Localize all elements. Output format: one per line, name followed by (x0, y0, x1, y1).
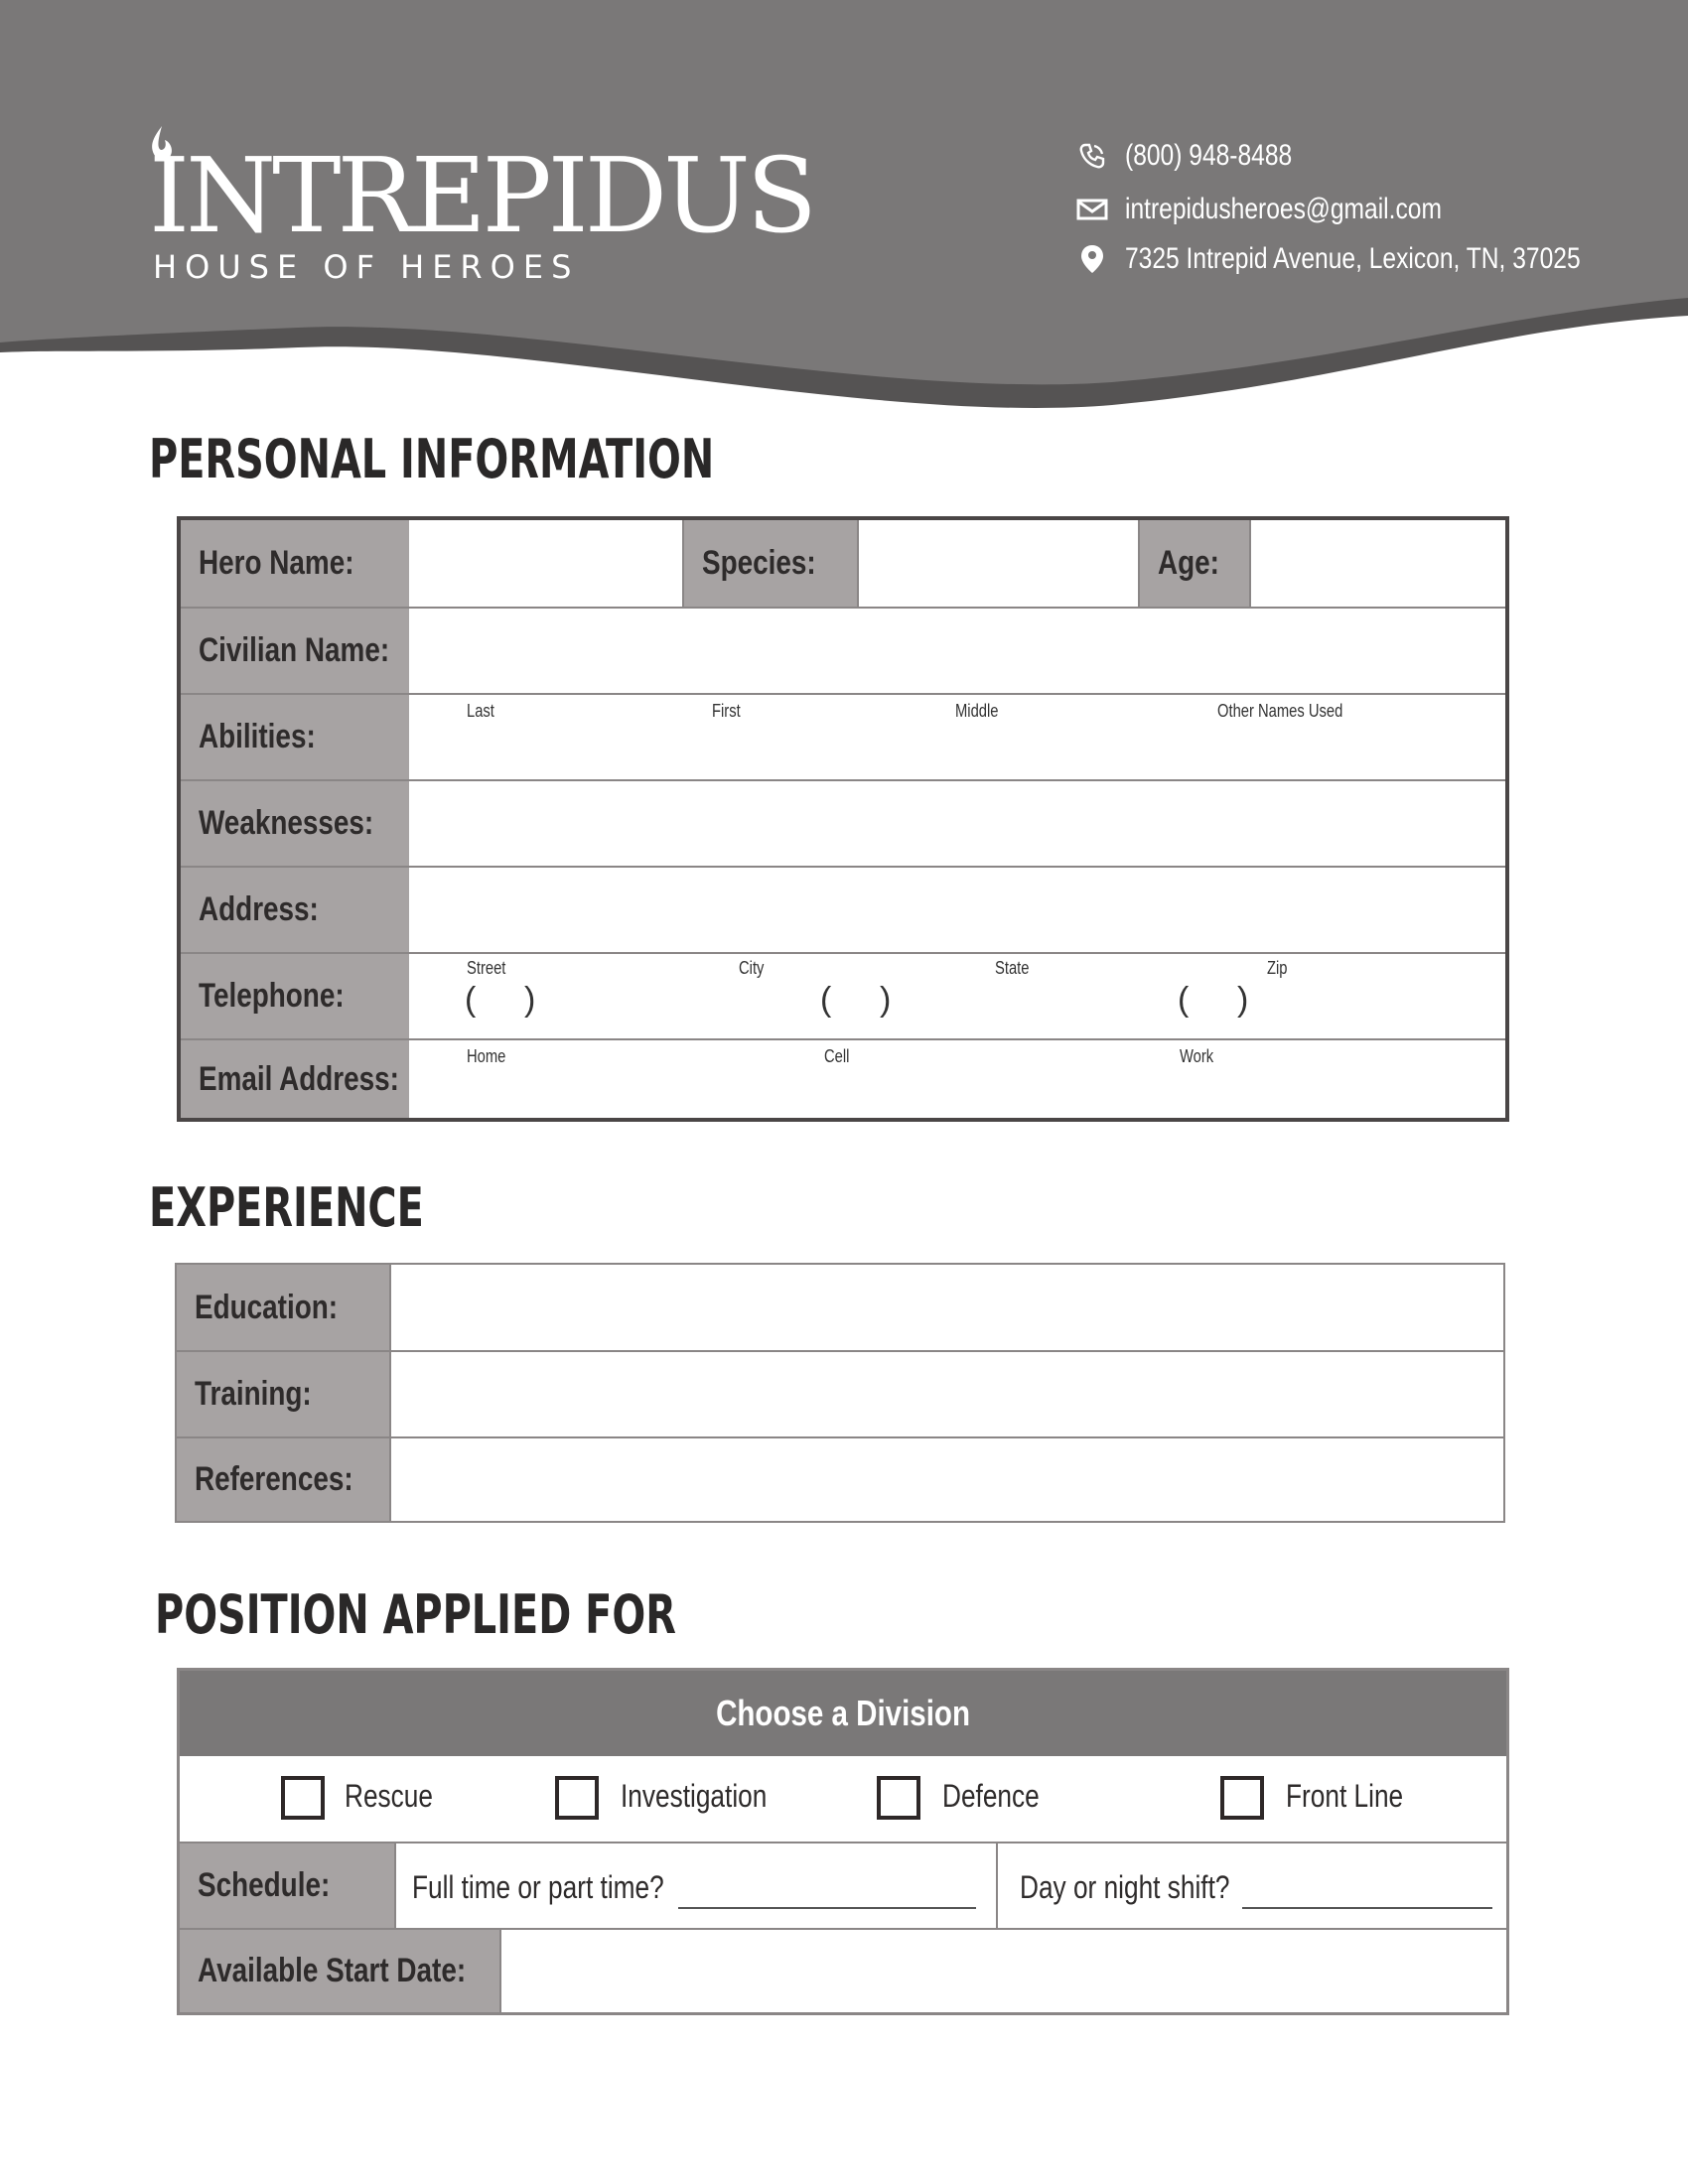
name-part-first: First (712, 701, 741, 721)
name-part-other: Other Names Used (1217, 701, 1343, 721)
age-field[interactable] (1249, 520, 1505, 607)
map-pin-icon (1075, 242, 1109, 276)
personal-information-title: PERSONAL INFORMATION (149, 428, 715, 490)
name-part-middle: Middle (955, 701, 999, 721)
phone-home-paren-open: ( (465, 981, 477, 1019)
phone-part-cell: Cell (824, 1046, 850, 1066)
available-start-date-label: Available Start Date: (180, 1928, 499, 2012)
contact-phone[interactable] (1075, 134, 1329, 178)
position-form (177, 1668, 1509, 2015)
address-part-city: City (739, 958, 765, 978)
investigation-checkbox[interactable] (555, 1776, 599, 1820)
personal-information-form (177, 516, 1509, 1122)
civilian-name-field[interactable] (409, 607, 1505, 693)
contact-email-text: intrepidusheroes@gmail.com (1125, 193, 1442, 225)
phone-cell-paren-open: ( (820, 981, 832, 1019)
references-field[interactable] (389, 1436, 1503, 1521)
training-label: Training: (177, 1350, 389, 1436)
references-label: References: (177, 1436, 389, 1521)
address-part-street: Street (467, 958, 506, 978)
envelope-icon (1075, 193, 1109, 226)
phone-icon (1075, 139, 1109, 173)
phone-work-paren-open: ( (1178, 981, 1190, 1019)
schedule-label: Schedule: (180, 1842, 394, 1928)
hero-name-field[interactable] (409, 520, 682, 607)
page-header (0, 0, 1688, 427)
age-label: Age: (1138, 520, 1249, 607)
logo-wordmark: INTREPIDUS (149, 135, 814, 256)
telephone-field[interactable] (409, 952, 1505, 1038)
experience-title: EXPERIENCE (149, 1176, 424, 1239)
phone-work-paren-close: ) (1237, 981, 1249, 1019)
contact-address[interactable] (1075, 237, 1680, 281)
experience-form (175, 1263, 1505, 1523)
phone-part-home: Home (467, 1046, 506, 1066)
hero-name-label: Hero Name: (181, 520, 409, 607)
education-label: Education: (177, 1265, 389, 1350)
training-field[interactable] (389, 1350, 1503, 1436)
defence-label: Defence (942, 1778, 1040, 1814)
position-applied-title: POSITION APPLIED FOR (155, 1583, 676, 1646)
contact-address-text: 7325 Intrepid Avenue, Lexicon, TN, 37025 (1125, 242, 1581, 275)
address-part-zip: Zip (1267, 958, 1288, 978)
phone-part-work: Work (1180, 1046, 1214, 1066)
weaknesses-label: Weaknesses: (181, 779, 409, 866)
email-address-field[interactable] (409, 1038, 1505, 1118)
abilities-label: Abilities: (181, 693, 409, 779)
front-line-checkbox[interactable] (1220, 1776, 1264, 1820)
education-field[interactable] (389, 1265, 1503, 1350)
species-field[interactable] (857, 520, 1138, 607)
phone-home-paren-close: ) (524, 981, 536, 1019)
full-part-time-line[interactable] (678, 1907, 976, 1909)
address-field[interactable] (409, 866, 1505, 952)
day-night-line[interactable] (1242, 1907, 1492, 1909)
contact-email[interactable] (1075, 188, 1511, 231)
logo-tagline: HOUSE OF HEROES (153, 248, 580, 286)
available-start-date-field[interactable] (499, 1928, 1506, 2012)
name-part-last: Last (467, 701, 494, 721)
front-line-label: Front Line (1286, 1778, 1404, 1814)
intrepidus-logo (149, 124, 814, 293)
weaknesses-field[interactable] (409, 779, 1505, 866)
address-label: Address: (181, 866, 409, 952)
rescue-checkbox[interactable] (281, 1776, 325, 1820)
civilian-name-label: Civilian Name: (181, 607, 409, 693)
telephone-label: Telephone: (181, 952, 409, 1038)
phone-cell-paren-close: ) (880, 981, 892, 1019)
email-address-label: Email Address: (181, 1038, 409, 1118)
full-part-time-question: Full time or part time? (412, 1869, 664, 1905)
contact-phone-text: (800) 948-8488 (1125, 139, 1293, 172)
day-night-question: Day or night shift? (1020, 1869, 1230, 1905)
rescue-label: Rescue (345, 1778, 433, 1814)
defence-checkbox[interactable] (877, 1776, 920, 1820)
address-part-state: State (995, 958, 1030, 978)
species-label: Species: (682, 520, 857, 607)
division-header: Choose a Division (180, 1671, 1506, 1756)
investigation-label: Investigation (621, 1778, 768, 1814)
schedule-divider (996, 1842, 998, 1928)
